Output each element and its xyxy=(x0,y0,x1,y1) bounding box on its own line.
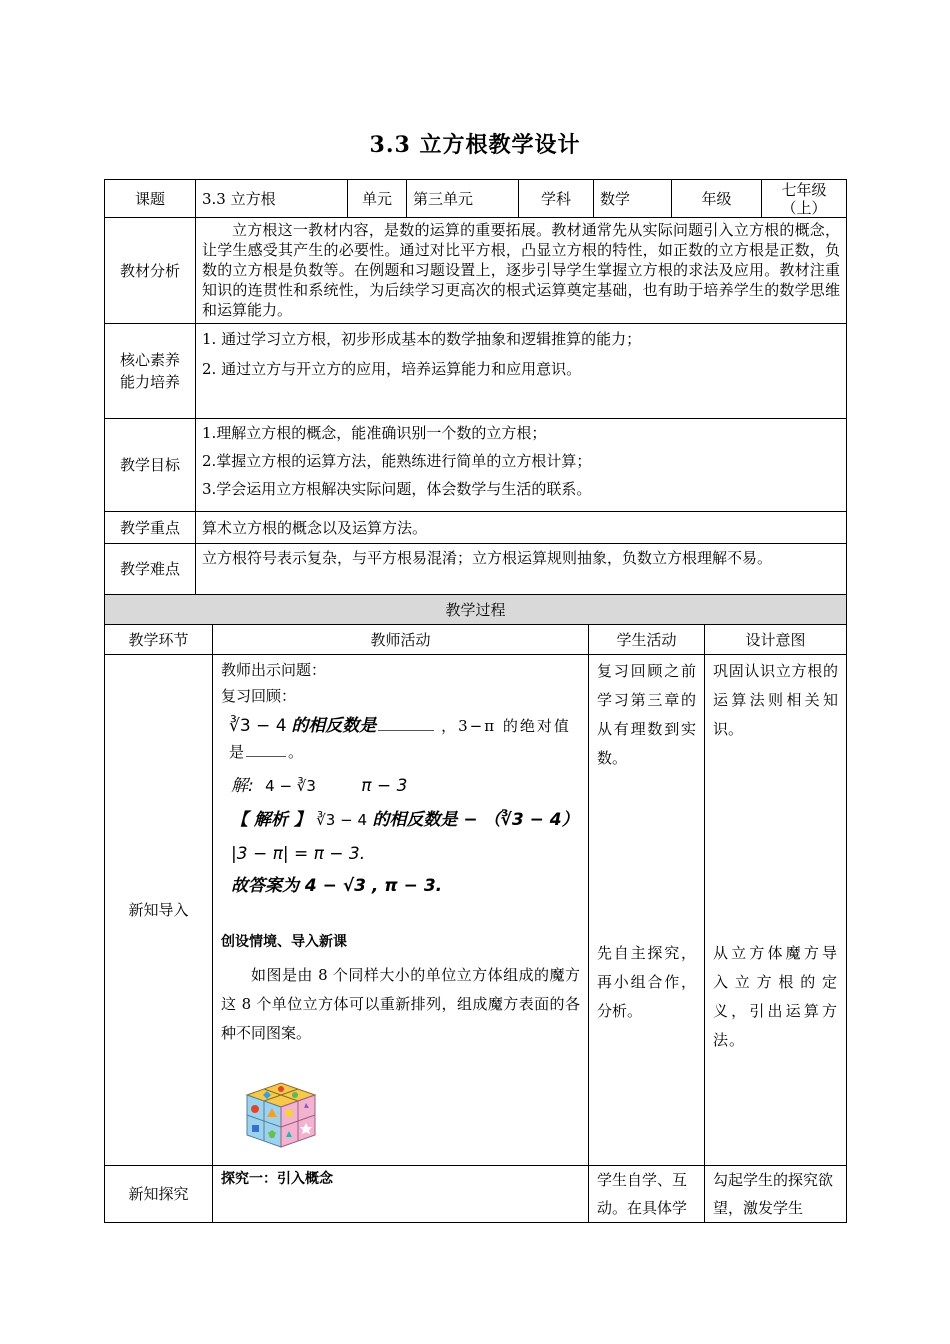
course-label-cell: 课题 xyxy=(104,179,196,218)
unit-value-cell: 第三单元 xyxy=(406,179,519,218)
solution-line: 解: 4 − ∛3 π − 3 xyxy=(231,776,408,796)
rubiks-cube-image xyxy=(239,1075,323,1155)
question-line xyxy=(221,713,580,739)
stage2-name-cell: 新知探究 xyxy=(104,1165,213,1223)
scene-title: 创设情境、导入新课 xyxy=(221,934,347,950)
question-text: 的相反数是 xyxy=(291,716,377,736)
design-intent-2: 从立方体魔方导入立方根的定义，引出运算方法。 xyxy=(713,944,838,1049)
col-header-stage: 教学环节 xyxy=(104,624,213,655)
analysis-text-cell: 立方根这一教材内容，是数的运算的重要拓展。教材通常先从实际问题引入立方根的概念，让学生感受其产生的必要性。通过对比平方根，凸显立方根的特性，如正数的立方根是正数，负数的立方根是负数等。在例题和习题设置上，逐步引导学生掌握立方根的求法及应用。教材注重知识的连贯性和系统性，为后续学习更高次的根式运算奠定基础，也有助于培养学生的数学思维和运算能力。 xyxy=(195,217,847,324)
stage1-name-cell: 新知导入 xyxy=(104,654,213,1166)
col-header-student: 学生活动 xyxy=(588,624,705,655)
subject-label-cell: 学科 xyxy=(518,179,594,218)
stage1-teacher-cell xyxy=(212,654,589,1166)
question-line2: 是 。 xyxy=(229,743,304,761)
student-activity-2: 先自主探究，再小组合作，分析。 xyxy=(597,944,696,1020)
keypoint-text-cell: 算术立方根的概念以及运算方法。 xyxy=(195,511,847,544)
design-intent-1: 巩固认识立方根的运算法则相关知识。 xyxy=(713,662,838,738)
stage2-student-cell xyxy=(588,1165,705,1223)
stage2-intent-cell xyxy=(704,1165,847,1223)
answer-blank xyxy=(378,730,434,731)
col-header-intent: 设计意图 xyxy=(704,624,847,655)
stage1-intent-cell xyxy=(704,654,847,1166)
literacy-text-cell xyxy=(195,323,847,419)
student-activity-1: 复习回顾之前学习第三章的从有理数到实数。 xyxy=(597,662,696,767)
answer-line: 故答案为 4 − √3 , π − 3. xyxy=(231,876,443,896)
abs-value-line: |3 − π| = π − 3. xyxy=(231,844,366,864)
grade-value-cell: 七年级（上） xyxy=(761,179,847,218)
unit-label-cell: 单元 xyxy=(347,179,407,218)
review-label: 复习回顾： xyxy=(221,687,297,705)
grade-label-cell: 年级 xyxy=(671,179,762,218)
explore-title: 探究一：引入概念 xyxy=(221,1171,333,1187)
analysis-line: 【 解析 】 ∛3 − 4 的相反数是 − （∛3 − 4） xyxy=(231,810,579,830)
course-value-cell: 3.3 立方根 xyxy=(195,179,348,218)
col-header-teacher: 教师活动 xyxy=(212,624,589,655)
teacher-intro: 教师出示问题： xyxy=(221,661,327,679)
subject-value-cell: 数学 xyxy=(593,179,672,218)
difficulty-label-cell: 教学难点 xyxy=(104,543,196,595)
design-intent-3: 勾起学生的探究欲望，激发学生 xyxy=(713,1171,834,1217)
answer-blank-2 xyxy=(246,756,286,757)
goal-item: 1.理解立方根的概念，能准确识别一个数的立方根； xyxy=(202,424,547,442)
goals-label-cell: 教学目标 xyxy=(104,418,196,512)
goal-item: 3.学会运用立方根解决实际问题，体会数学与生活的联系。 xyxy=(202,480,592,498)
literacy-label-cell: 核心素养能力培养 xyxy=(104,323,196,419)
analysis-label-cell: 教材分析 xyxy=(104,217,196,324)
question-expression: ∛3 − 4 xyxy=(229,716,287,736)
page-title: 3.3 立方根教学设计 xyxy=(369,132,581,158)
literacy-item: 2. 通过立方与开立方的应用，培养运算能力和应用意识。 xyxy=(202,360,582,378)
process-header: 教学过程 xyxy=(104,594,847,625)
keypoint-label-cell: 教学重点 xyxy=(104,511,196,544)
student-activity-3: 学生自学、互动。在具体学 xyxy=(597,1171,688,1217)
goals-text-cell xyxy=(195,418,847,512)
stage1-student-cell xyxy=(588,654,705,1166)
scene-text: 如图是由 8 个同样大小的单位立方体组成的魔方这 8 个单位立方体可以重新排列，组成魔方表面的各种不同图案。 xyxy=(221,966,580,1042)
stage2-teacher-cell xyxy=(212,1165,589,1223)
difficulty-text-cell: 立方根符号表示复杂，与平方根易混淆；立方根运算规则抽象，负数立方根理解不易。 xyxy=(195,543,847,595)
literacy-item: 1. 通过学习立方根，初步形成基本的数学抽象和逻辑推算的能力； xyxy=(202,330,642,348)
goal-item: 2.掌握立方根的运算方法，能熟练进行简单的立方根计算； xyxy=(202,452,592,470)
question-text2: ，3−π 的绝对值 xyxy=(441,717,571,735)
